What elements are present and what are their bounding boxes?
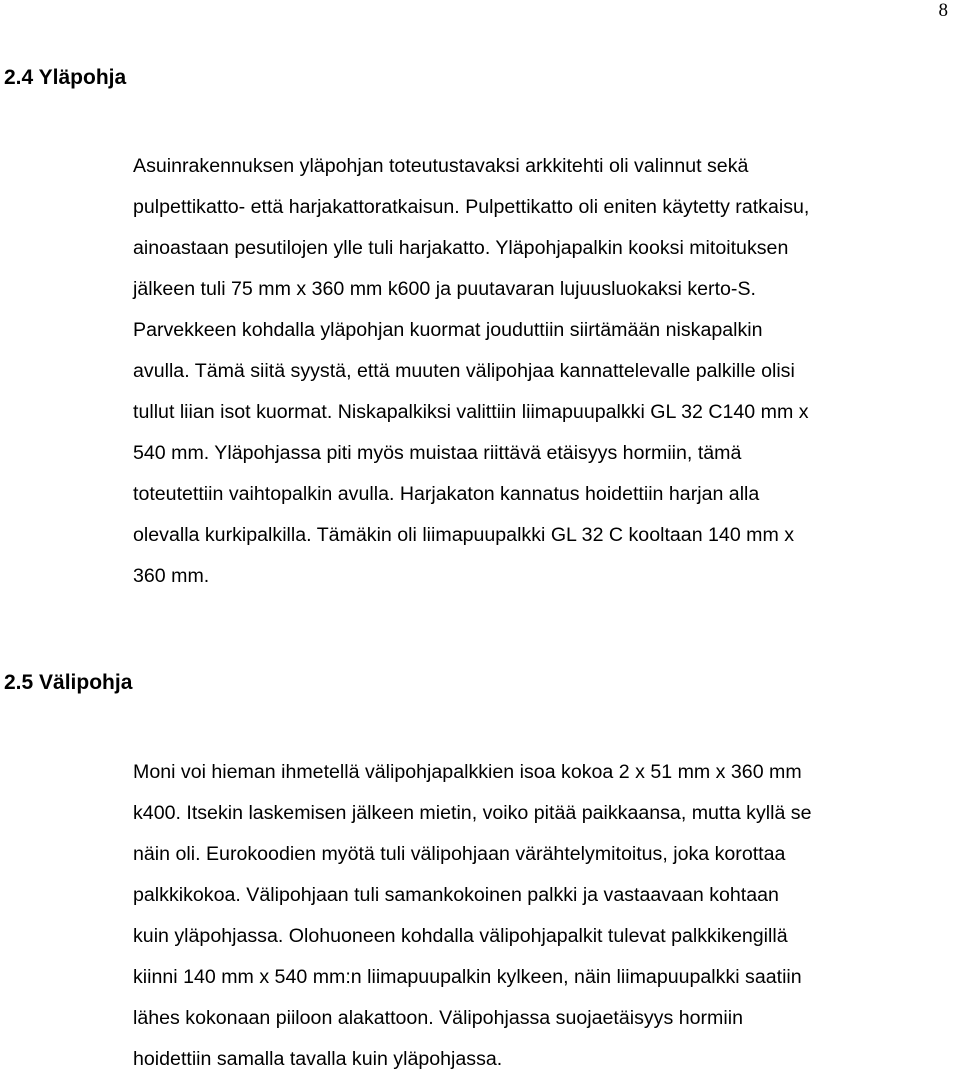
text-line: lähes kokonaan piiloon alakattoon. Välipohjassa suojaetäisyys hormiin: [133, 1007, 743, 1029]
text-line: 360 mm.: [133, 565, 210, 587]
text-line: Asuinrakennuksen yläpohjan toteutustavaksi arkkitehti oli valinnut sekä: [133, 155, 749, 177]
text-line: ainoastaan pesutilojen ylle tuli harjakatto. Yläpohjapalkin kooksi mitoituksen: [133, 237, 789, 259]
section-paragraph-2-5: [133, 752, 812, 1080]
text-line: k400. Itsekin laskemisen jälkeen mietin, voiko pitää paikkaansa, mutta kyllä se: [133, 802, 812, 824]
text-line: Moni voi hieman ihmetellä välipohjapalkkien isoa kokoa 2 x 51 mm x 360 mm: [133, 761, 802, 783]
section-heading-2-4: 2.4 Yläpohja: [4, 66, 127, 89]
text-line: toteutettiin vaihtopalkin avulla. Harjakaton kannatus hoidettiin harjan alla: [133, 483, 760, 505]
text-line: avulla. Tämä siitä syystä, että muuten välipohjaa kannattelevalle palkille olisi: [133, 360, 795, 382]
text-line: kiinni 140 mm x 540 mm:n liimapuupalkin kylkeen, näin liimapuupalkki saatiin: [133, 966, 802, 988]
text-line: 540 mm. Yläpohjassa piti myös muistaa riittävä etäisyys hormiin, tämä: [133, 442, 742, 464]
text-line: näin oli. Eurokoodien myötä tuli välipohjaan värähtelymitoitus, joka korottaa: [133, 843, 786, 865]
text-line: palkkikokoa. Välipohjaan tuli samankokoinen palkki ja vastaavaan kohtaan: [133, 884, 779, 906]
page-number: 8: [938, 0, 948, 21]
section-heading-2-5: 2.5 Välipohja: [4, 671, 133, 694]
text-line: tullut liian isot kuormat. Niskapalkiksi valittiin liimapuupalkki GL 32 C140 mm x: [133, 401, 809, 423]
text-line: jälkeen tuli 75 mm x 360 mm k600 ja puutavaran lujuusluokaksi kerto-S.: [133, 278, 756, 300]
section-paragraph-2-4: [133, 146, 809, 597]
text-line: olevalla kurkipalkilla. Tämäkin oli liimapuupalkki GL 32 C kooltaan 140 mm x: [133, 524, 795, 546]
text-line: Parvekkeen kohdalla yläpohjan kuormat jouduttiin siirtämään niskapalkin: [133, 319, 763, 341]
text-line: pulpettikatto- että harjakattoratkaisun. Pulpettikatto oli eniten käytetty ratkaisu,: [133, 196, 810, 218]
text-line: kuin yläpohjassa. Olohuoneen kohdalla välipohjapalkit tulevat palkkikengillä: [133, 925, 788, 947]
text-line: hoidettiin samalla tavalla kuin yläpohjassa.: [133, 1048, 503, 1070]
